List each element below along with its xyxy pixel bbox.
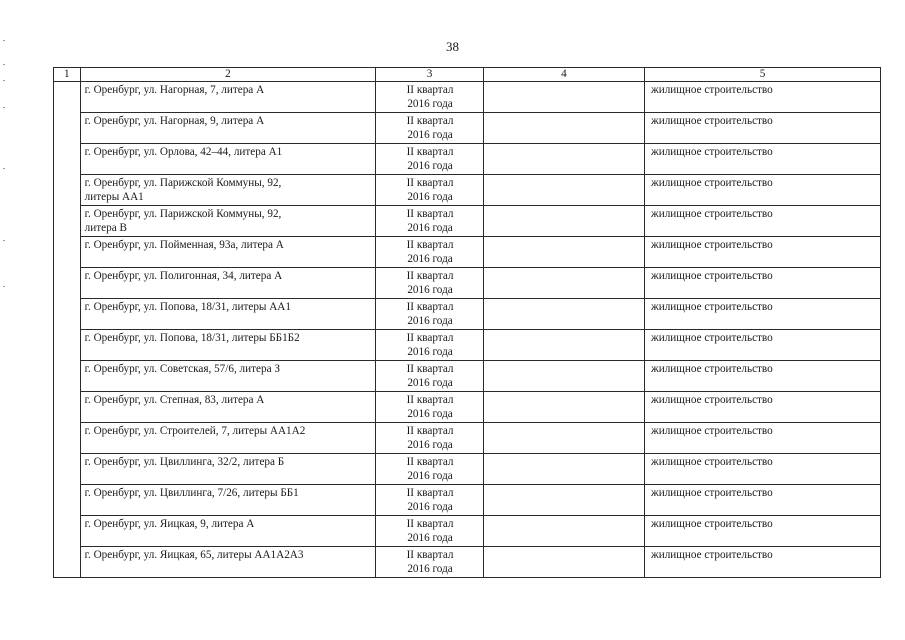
table-row: [54, 516, 881, 547]
address-text: г. Оренбург, ул. Полигонная, 34, литера А: [84, 270, 283, 282]
period-quarter: II квартал: [406, 425, 454, 437]
address-text: г. Оренбург, ул. Парижской Коммуны, 92,: [84, 177, 282, 189]
period-quarter: II квартал: [406, 394, 454, 406]
address-cell: [80, 268, 376, 299]
table-row: [54, 547, 881, 578]
period-year: 2016 года: [407, 160, 453, 172]
row-number-cell: [54, 299, 81, 330]
address-text: г. Оренбург, ул. Попова, 18/31, литеры АА1: [84, 301, 291, 313]
address-text: г. Оренбург, ул. Цвиллинга, 32/2, литера Б: [84, 456, 285, 468]
address-cell: [80, 516, 376, 547]
period-cell: [376, 82, 484, 113]
address-text: г. Оренбург, ул. Строителей, 7, литеры АА1А2: [84, 425, 306, 437]
address-cell: [80, 237, 376, 268]
address-text: г. Оренбург, ул. Попова, 18/31, литеры ББ1Б2: [84, 332, 300, 344]
scan-edge-mark: [3, 80, 5, 81]
period-quarter: II квартал: [406, 549, 454, 561]
period-quarter: II квартал: [406, 332, 454, 344]
purpose-cell: жилищное строительство: [644, 268, 880, 299]
table-row: [54, 206, 881, 237]
row-number-cell: [54, 454, 81, 485]
column-4-cell: [483, 113, 644, 144]
purpose-cell: жилищное строительство: [644, 82, 880, 113]
period-year: 2016 года: [407, 408, 453, 420]
table-row: [54, 82, 881, 113]
purpose-cell: жилищное строительство: [644, 144, 880, 175]
column-4-cell: [483, 82, 644, 113]
column-4-cell: [483, 547, 644, 578]
period-quarter: II квартал: [406, 301, 454, 313]
row-number-cell: [54, 485, 81, 516]
purpose-cell: жилищное строительство: [644, 361, 880, 392]
column-4-cell: [483, 268, 644, 299]
period-quarter: II квартал: [406, 456, 454, 468]
address-cell: [80, 547, 376, 578]
period-year: 2016 года: [407, 222, 453, 234]
address-text: г. Оренбург, ул. Нагорная, 7, литера А: [84, 84, 265, 96]
row-number-cell: [54, 175, 81, 206]
period-cell: [376, 206, 484, 237]
address-text: г. Оренбург, ул. Орлова, 42–44, литера А1: [84, 146, 283, 158]
address-text: г. Оренбург, ул. Парижской Коммуны, 92,: [84, 208, 282, 220]
period-quarter: II квартал: [406, 146, 454, 158]
period-quarter: II квартал: [406, 84, 454, 96]
period-cell: [376, 547, 484, 578]
period-cell: [376, 237, 484, 268]
purpose-cell: жилищное строительство: [644, 423, 880, 454]
column-4-cell: [483, 330, 644, 361]
period-quarter: II квартал: [406, 270, 454, 282]
period-quarter: II квартал: [406, 363, 454, 375]
period-cell: [376, 175, 484, 206]
address-text: г. Оренбург, ул. Яицкая, 9, литера А: [84, 518, 255, 530]
column-number-2: 2: [80, 68, 376, 82]
table-row: [54, 299, 881, 330]
address-cell: [80, 361, 376, 392]
purpose-cell: жилищное строительство: [644, 516, 880, 547]
address-cell: [80, 392, 376, 423]
row-number-cell: [54, 237, 81, 268]
scan-edge-mark: [3, 286, 5, 287]
period-cell: [376, 144, 484, 175]
period-year: 2016 года: [407, 129, 453, 141]
row-number-cell: [54, 330, 81, 361]
scan-edge-mark: [3, 107, 5, 108]
address-text: г. Оренбург, ул. Степная, 83, литера А: [84, 394, 265, 406]
period-year: 2016 года: [407, 377, 453, 389]
column-4-cell: [483, 361, 644, 392]
column-4-cell: [483, 299, 644, 330]
scan-edge-mark: [3, 240, 5, 241]
address-cell: [80, 82, 376, 113]
table-row: [54, 330, 881, 361]
address-text: г. Оренбург, ул. Советская, 57/6, литера З: [84, 363, 280, 375]
period-cell: [376, 454, 484, 485]
purpose-cell: жилищное строительство: [644, 392, 880, 423]
period-cell: [376, 113, 484, 144]
period-quarter: II квартал: [406, 487, 454, 499]
purpose-cell: жилищное строительство: [644, 299, 880, 330]
row-number-cell: [54, 361, 81, 392]
column-4-cell: [483, 454, 644, 485]
address-text-continued: литеры АА1: [84, 191, 144, 203]
period-year: 2016 года: [407, 346, 453, 358]
column-4-cell: [483, 392, 644, 423]
period-year: 2016 года: [407, 315, 453, 327]
period-year: 2016 года: [407, 501, 453, 513]
address-cell: [80, 485, 376, 516]
table-row: [54, 237, 881, 268]
column-4-cell: [483, 175, 644, 206]
address-cell: [80, 423, 376, 454]
period-year: 2016 года: [407, 191, 453, 203]
column-number-5: 5: [644, 68, 880, 82]
address-cell: [80, 144, 376, 175]
column-number-4: 4: [483, 68, 644, 82]
scan-edge-mark: [3, 64, 5, 65]
purpose-cell: жилищное строительство: [644, 454, 880, 485]
row-number-cell: [54, 268, 81, 299]
row-number-cell: [54, 423, 81, 454]
row-number-cell: [54, 206, 81, 237]
row-number-cell: [54, 392, 81, 423]
row-number-cell: [54, 547, 81, 578]
address-cell: [80, 330, 376, 361]
table-row: [54, 392, 881, 423]
address-text: г. Оренбург, ул. Цвиллинга, 7/26, литеры ББ1: [84, 487, 299, 499]
period-quarter: II квартал: [406, 208, 454, 220]
table-row: [54, 361, 881, 392]
scan-edge-mark: [3, 40, 5, 41]
column-4-cell: [483, 206, 644, 237]
row-number-cell: [54, 82, 81, 113]
period-quarter: II квартал: [406, 518, 454, 530]
period-year: 2016 года: [407, 532, 453, 544]
address-text: г. Оренбург, ул. Нагорная, 9, литера А: [84, 115, 265, 127]
row-number-cell: [54, 144, 81, 175]
column-number-1: 1: [54, 68, 81, 82]
address-cell: [80, 206, 376, 237]
purpose-cell: жилищное строительство: [644, 485, 880, 516]
period-year: 2016 года: [407, 563, 453, 575]
land-plots-table: [53, 67, 881, 578]
row-number-cell: [54, 516, 81, 547]
period-cell: [376, 516, 484, 547]
period-quarter: II квартал: [406, 239, 454, 251]
period-cell: [376, 423, 484, 454]
purpose-cell: жилищное строительство: [644, 175, 880, 206]
address-text: г. Оренбург, ул. Яицкая, 65, литеры АА1А2А3: [84, 549, 304, 561]
table-row: [54, 175, 881, 206]
address-text: г. Оренбург, ул. Пойменная, 93а, литера А: [84, 239, 284, 251]
column-4-cell: [483, 485, 644, 516]
page-number: 38: [446, 39, 459, 54]
period-year: 2016 года: [407, 439, 453, 451]
period-year: 2016 года: [407, 253, 453, 265]
period-year: 2016 года: [407, 470, 453, 482]
table-row: [54, 423, 881, 454]
column-number-3: 3: [376, 68, 484, 82]
purpose-cell: жилищное строительство: [644, 113, 880, 144]
column-4-cell: [483, 423, 644, 454]
period-cell: [376, 330, 484, 361]
purpose-cell: жилищное строительство: [644, 206, 880, 237]
column-number-row: [54, 68, 881, 82]
table-row: [54, 485, 881, 516]
purpose-cell: жилищное строительство: [644, 547, 880, 578]
address-cell: [80, 299, 376, 330]
address-text-continued: литера В: [84, 222, 127, 234]
period-cell: [376, 392, 484, 423]
address-cell: [80, 454, 376, 485]
address-cell: [80, 175, 376, 206]
column-4-cell: [483, 516, 644, 547]
period-quarter: II квартал: [406, 177, 454, 189]
scan-edge-mark: [3, 168, 5, 169]
address-cell: [80, 113, 376, 144]
period-year: 2016 года: [407, 284, 453, 296]
row-number-cell: [54, 113, 81, 144]
column-4-cell: [483, 144, 644, 175]
table-row: [54, 268, 881, 299]
period-cell: [376, 299, 484, 330]
period-cell: [376, 485, 484, 516]
period-cell: [376, 268, 484, 299]
purpose-cell: жилищное строительство: [644, 237, 880, 268]
purpose-cell: жилищное строительство: [644, 330, 880, 361]
table-row: [54, 144, 881, 175]
period-cell: [376, 361, 484, 392]
period-year: 2016 года: [407, 98, 453, 110]
period-quarter: II квартал: [406, 115, 454, 127]
table-row: [54, 454, 881, 485]
table-row: [54, 113, 881, 144]
column-4-cell: [483, 237, 644, 268]
